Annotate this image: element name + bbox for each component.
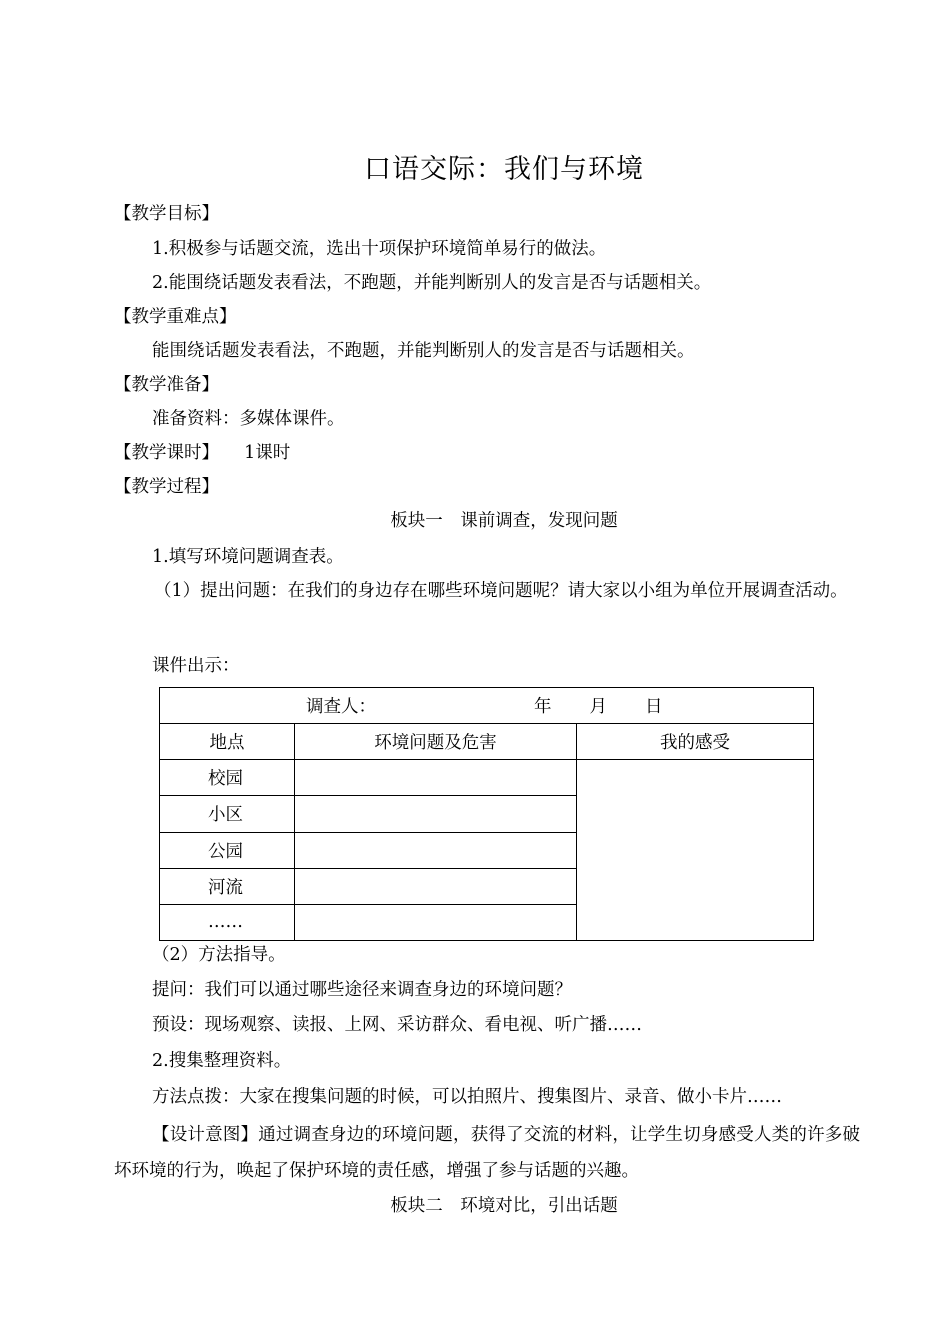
problem-input-cell[interactable]: [295, 832, 577, 868]
class-hours-heading: 【教学课时】: [114, 443, 219, 463]
design-intent-text: 【设计意图】通过调查身边的环境问题，获得了交流的材料，让学生切身感受人类的许多破坏环境的行为，唤起了保护环境的责任感，增强了参与话题的兴趣。: [114, 1125, 860, 1181]
goals-heading: 【教学目标】: [114, 204, 219, 224]
year-label: 年: [534, 697, 552, 718]
month-label: 月: [589, 697, 607, 718]
location-cell: 小区: [160, 796, 295, 832]
survey-table: [159, 687, 814, 941]
goal-item-1: 1.积极参与话题交流，选出十项保护环境简单易行的做法。: [152, 239, 607, 259]
feeling-input-cell[interactable]: [577, 760, 814, 941]
section2-title: 板块二 环境对比，引出话题: [390, 1196, 618, 1216]
courseware-label: 课件出示：: [152, 656, 240, 676]
class-hours-text: 1课时: [244, 443, 291, 463]
class-hours-row: [114, 440, 290, 466]
key-points-heading: 【教学重难点】: [114, 307, 237, 327]
problem-input-cell[interactable]: [295, 796, 577, 832]
question-text: 提问：我们可以通过哪些途径来调查身边的环境问题？: [152, 980, 572, 1000]
table-row: [160, 760, 814, 796]
day-label: 日: [645, 697, 663, 718]
section1-title: 板块一 课前调查，发现问题: [390, 511, 618, 531]
step1-sub2-text: （2）方法指导。: [152, 945, 286, 965]
preparation-heading: 【教学准备】: [114, 375, 219, 395]
goal-item-2: 2.能围绕话题发表看法，不跑题，并能判断别人的发言是否与话题相关。: [152, 273, 712, 293]
problem-input-cell[interactable]: [295, 760, 577, 796]
problem-input-cell[interactable]: [295, 904, 577, 940]
column-header-problem: 环境问题及危害: [295, 724, 577, 760]
page-title: 口语交际：我们与环境: [364, 154, 644, 185]
table-column-header-row: [160, 724, 814, 760]
location-cell: 校园: [160, 760, 295, 796]
location-cell: ……: [160, 904, 295, 940]
step2-text: 2.搜集整理资料。: [152, 1051, 292, 1071]
preset-text: 预设：现场观察、读报、上网、采访群众、看电视、听广播……: [152, 1015, 642, 1035]
method-tip-text: 方法点拨：大家在搜集问题的时候，可以拍照片、搜集图片、录音、做小卡片……: [152, 1087, 782, 1107]
preparation-text: 准备资料：多媒体课件。: [152, 409, 345, 429]
investigator-cell[interactable]: [160, 688, 814, 724]
step1-sub1-text: （1）提出问题：在我们的身边存在哪些环境问题呢？请大家以小组为单位开展调查活动。: [154, 581, 848, 601]
column-header-feeling: 我的感受: [577, 724, 814, 760]
investigator-label: 调查人：: [306, 697, 376, 718]
location-cell: 公园: [160, 832, 295, 868]
location-cell: 河流: [160, 868, 295, 904]
column-header-location: 地点: [160, 724, 295, 760]
step1-text: 1.填写环境问题调查表。: [152, 547, 344, 567]
process-heading: 【教学过程】: [114, 477, 219, 497]
table-header-row: [160, 688, 814, 724]
problem-input-cell[interactable]: [295, 868, 577, 904]
key-points-text: 能围绕话题发表看法，不跑题，并能判断别人的发言是否与话题相关。: [152, 341, 695, 361]
